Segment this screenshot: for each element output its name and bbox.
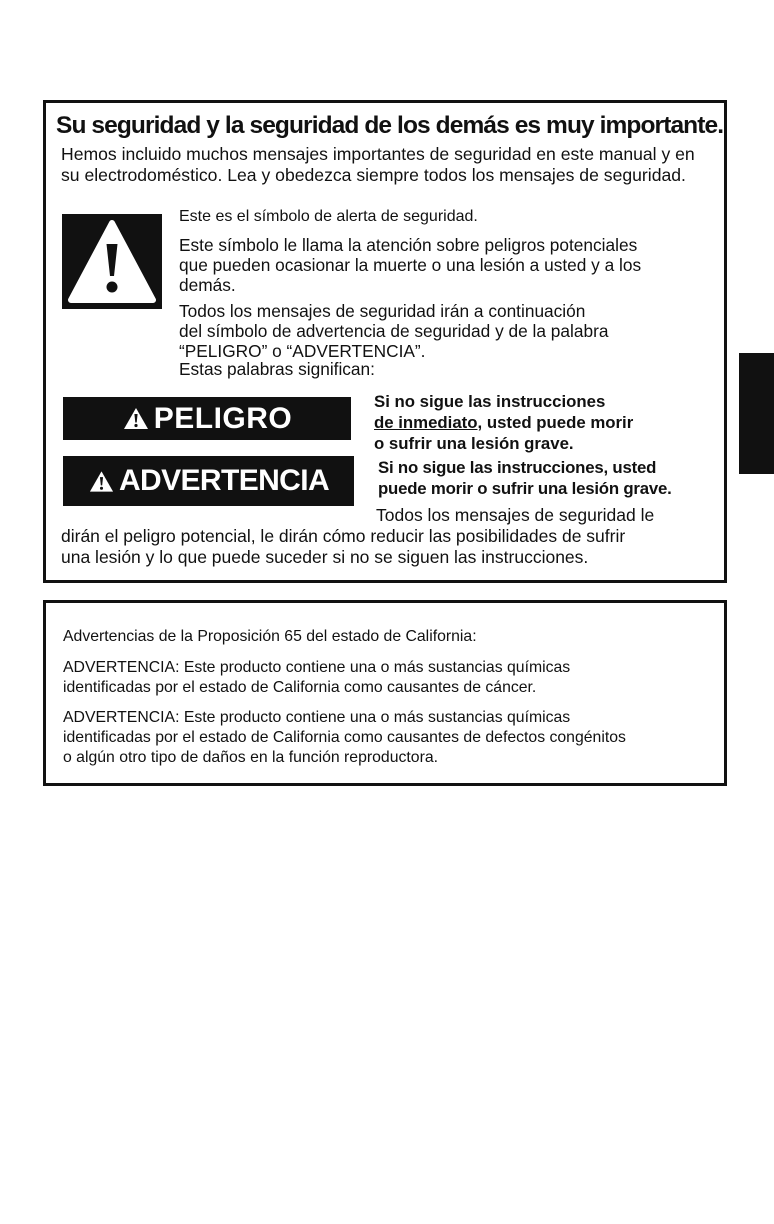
prop65-warning-reproductive <box>63 708 626 768</box>
text-line: identificadas por el estado de California como causantes de defectos congénitos <box>63 729 626 746</box>
text-line: dirán el peligro potencial, le dirán cómo reducir las posibilidades de sufrir <box>61 526 626 546</box>
warning-signal-word <box>63 456 354 506</box>
underlined-text: de inmediato <box>374 413 478 432</box>
text-line: puede morir o sufrir una lesión grave. <box>378 479 672 498</box>
text-line: Este símbolo le llama la atención sobre peligros potenciales <box>179 235 638 255</box>
safety-heading: Su seguridad y la seguridad de los demás es muy importante. <box>56 112 724 139</box>
closing-line: Todos los mensajes de seguridad le <box>376 505 655 525</box>
text-line: demás. <box>179 275 236 295</box>
safety-intro: Hemos incluido muchos mensajes importantes de seguridad en este manual y en su electrodoméstico. Lea y obedezca siempre todos los mensajes de seguridad. <box>61 144 695 185</box>
safety-alert-symbol <box>62 214 162 309</box>
text-line: del símbolo de advertencia de seguridad y de la palabra <box>179 321 609 341</box>
text-line: ADVERTENCIA: Este producto contiene una o más sustancias químicas <box>63 709 571 726</box>
text-line: ADVERTENCIA: Este producto contiene una o más sustancias químicas <box>63 659 571 676</box>
warning-triangle-icon <box>122 406 150 431</box>
text-line: o sufrir una lesión grave. <box>374 434 574 453</box>
text-line: Si no sigue las instrucciones, usted <box>378 458 657 477</box>
prop65-box <box>43 600 727 786</box>
text-line <box>374 412 633 433</box>
text-line: que pueden ocasionar la muerte o una lesión a usted y a los <box>179 255 642 275</box>
warning-triangle-icon <box>88 469 115 494</box>
closing-text <box>61 526 625 568</box>
danger-signal-word <box>63 397 351 440</box>
safety-info-box <box>43 100 727 583</box>
danger-label: PELIGRO <box>153 401 293 435</box>
text-line: “PELIGRO” o “ADVERTENCIA”. <box>179 341 426 361</box>
language-section-tab <box>739 353 774 474</box>
prop65-warning-cancer <box>63 658 570 698</box>
follow-text <box>179 301 608 361</box>
words-mean-line: Estas palabras significan: <box>179 359 375 379</box>
prop65-title: Advertencias de la Proposición 65 del estado de California: <box>63 628 477 645</box>
warning-triangle-icon <box>62 214 162 309</box>
text-fragment: , usted puede morir <box>477 413 634 432</box>
text-line: una lesión y lo que puede suceder si no se siguen las instrucciones. <box>61 547 589 567</box>
warning-label: ADVERTENCIA <box>118 464 330 497</box>
text-line: Todos los mensajes de seguridad irán a continuación <box>179 301 586 321</box>
text-line: o algún otro tipo de daños en la función reproductora. <box>63 749 438 766</box>
text-line: identificadas por el estado de California como causantes de cáncer. <box>63 679 537 696</box>
warning-description <box>378 457 672 499</box>
attention-text <box>179 235 641 295</box>
symbol-line: Este es el símbolo de alerta de seguridad. <box>179 208 478 225</box>
text-line: Si no sigue las instrucciones <box>374 392 606 411</box>
danger-description <box>374 391 633 454</box>
